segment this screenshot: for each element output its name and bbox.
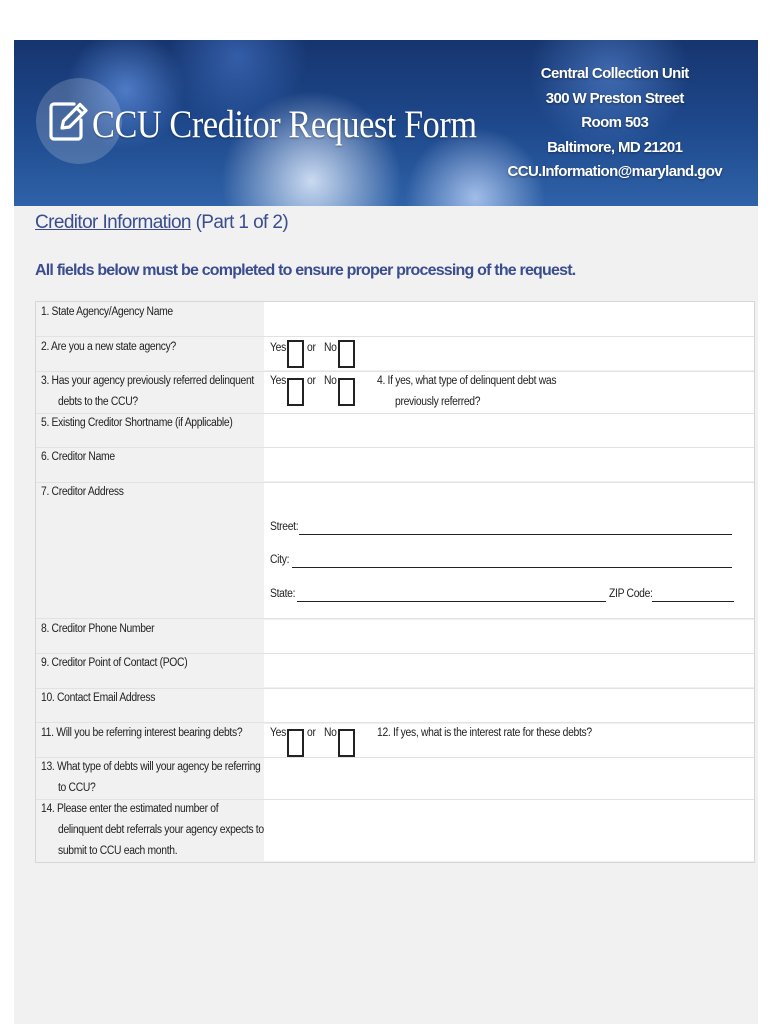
or-label: or [307, 727, 316, 739]
debt-types-field[interactable] [264, 758, 754, 799]
new-agency-yes-checkbox[interactable] [287, 340, 304, 368]
q9-label: 9. Creditor Point of Contact (POC) [41, 657, 188, 669]
form-title: CCU Creditor Request Form [92, 103, 477, 146]
q14-label-cont: delinquent debt referrals your agency expects to [58, 824, 264, 836]
no-label: No [324, 342, 337, 354]
state-agency-name-field[interactable] [264, 302, 754, 336]
street-label: Street: [270, 521, 299, 533]
header-banner [14, 40, 758, 206]
agency-email[interactable]: CCU.Information@maryland.gov [507, 163, 722, 180]
prior-referral-no-checkbox[interactable] [338, 378, 355, 406]
yes-label: Yes [270, 727, 286, 739]
state-input-line[interactable] [297, 589, 606, 602]
yes-label: Yes [270, 342, 286, 354]
creditor-poc-field[interactable] [264, 654, 754, 687]
or-label: or [307, 342, 316, 354]
no-label: No [324, 727, 337, 739]
q11-label: 11. Will you be referring interest bearing debts? [41, 727, 243, 739]
prior-referral-yes-checkbox[interactable] [287, 378, 304, 406]
agency-address [507, 62, 722, 185]
section-title-main: Creditor Information [35, 212, 191, 233]
form-page [14, 40, 758, 1024]
prior-debt-type-field[interactable] [601, 372, 754, 413]
q1-label: 1. State Agency/Agency Name [41, 306, 173, 318]
creditor-phone-field[interactable] [264, 620, 754, 653]
q14-label-cont2: submit to CCU each month. [58, 845, 178, 857]
q13-label-cont: to CCU? [58, 782, 96, 794]
city-input-line[interactable] [292, 555, 732, 568]
q6-label: 6. Creditor Name [41, 451, 115, 463]
or-label: or [307, 375, 316, 387]
yes-label: Yes [270, 375, 286, 387]
contact-email-field[interactable] [264, 689, 754, 722]
instructions-text: All fields below must be completed to ensure proper processing of the request. [35, 262, 576, 279]
q10-label: 10. Contact Email Address [41, 692, 156, 704]
zip-input-line[interactable] [652, 589, 734, 602]
address-line: Central Collection Unit [540, 65, 689, 82]
q13-label: 13. What type of debts will your agency be referring [41, 761, 261, 773]
zip-label: ZIP Code: [609, 588, 653, 600]
estimated-referrals-field[interactable] [264, 800, 754, 861]
state-label: State: [270, 588, 296, 600]
edit-icon [48, 98, 88, 142]
q3-label: 3. Has your agency previously referred delinquent [41, 375, 254, 387]
q5-label: 5. Existing Creditor Shortname (if Applicable) [41, 417, 233, 429]
city-label: City: [270, 554, 290, 566]
q7-label: 7. Creditor Address [41, 486, 124, 498]
section-title [35, 212, 288, 234]
address-line: Room 503 [581, 114, 649, 131]
q4-label-cont: previously referred? [395, 396, 481, 408]
q3-label-cont: debts to the CCU? [58, 396, 138, 408]
interest-rate-field[interactable] [601, 724, 754, 757]
q12-label: 12. If yes, what is the interest rate for these debts? [377, 727, 592, 739]
no-label: No [324, 375, 337, 387]
address-line: 300 W Preston Street [545, 89, 684, 107]
q2-label: 2. Are you a new state agency? [41, 341, 176, 353]
new-agency-no-checkbox[interactable] [338, 340, 355, 368]
creditor-shortname-field[interactable] [264, 414, 754, 447]
interest-yes-checkbox[interactable] [287, 729, 304, 757]
section-title-part: (Part 1 of 2) [190, 212, 289, 233]
q4-label: 4. If yes, what type of delinquent debt was [377, 375, 557, 387]
street-input-line[interactable] [299, 522, 732, 535]
q8-label: 8. Creditor Phone Number [41, 623, 155, 635]
q14-label: 14. Please enter the estimated number of [41, 803, 219, 815]
address-line: Baltimore, MD 21201 [547, 138, 683, 156]
interest-no-checkbox[interactable] [338, 729, 355, 757]
creditor-name-field[interactable] [264, 448, 754, 481]
creditor-info-table [35, 301, 755, 863]
